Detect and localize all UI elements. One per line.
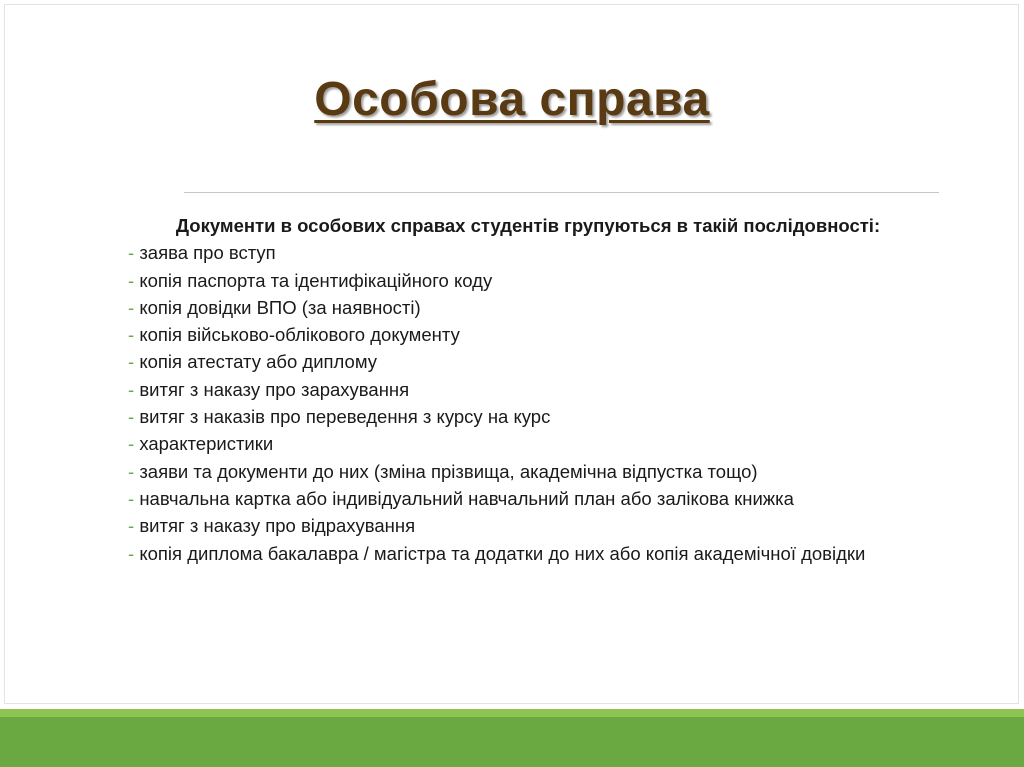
list-item-text: копія паспорта та ідентифікаційного коду xyxy=(139,269,493,291)
dash-marker: - xyxy=(128,542,135,564)
dash-marker: - xyxy=(128,242,135,264)
dash-marker: - xyxy=(128,296,135,318)
list-item-text: заява про вступ xyxy=(139,242,276,264)
list-item xyxy=(128,458,908,485)
list-item xyxy=(128,294,908,321)
footer-accent-stripe xyxy=(0,709,1024,717)
list-item xyxy=(128,485,908,512)
list-item-text: заяви та документи до них (зміна прізвища, академічна відпустка тощо) xyxy=(139,460,758,482)
list-item-text: навчальна картка або індивідуальний навчальний план або залікова книжка xyxy=(139,487,794,509)
list-item xyxy=(128,430,908,457)
slide-content xyxy=(128,212,908,567)
list-item-text: копія диплома бакалавра / магістра та додатки до них або копія академічної довідки xyxy=(139,542,866,564)
dash-marker: - xyxy=(128,269,135,291)
divider-line xyxy=(184,192,939,193)
list-item xyxy=(128,321,908,348)
dash-marker: - xyxy=(128,487,135,509)
list-item-text: характеристики xyxy=(139,433,274,455)
list-item-text: копія атестату або диплому xyxy=(139,351,378,373)
list-item xyxy=(128,512,908,539)
dash-marker: - xyxy=(128,378,135,400)
list-item-text: витяг з наказу про відрахування xyxy=(139,515,416,537)
dash-marker: - xyxy=(128,460,135,482)
slide-title: Особова справа xyxy=(314,73,710,126)
list-item xyxy=(128,239,908,266)
list-item-text: витяг з наказу про зарахування xyxy=(139,378,410,400)
dash-marker: - xyxy=(128,324,135,346)
list-item-text: витяг з наказів про переведення з курсу на курс xyxy=(139,406,551,428)
dash-marker: - xyxy=(128,433,135,455)
dash-marker: - xyxy=(128,406,135,428)
list-item xyxy=(128,348,908,375)
list-item xyxy=(128,403,908,430)
list-item-text: копія довідки ВПО (за наявності) xyxy=(139,296,421,318)
list-item xyxy=(128,267,908,294)
list-item xyxy=(128,376,908,403)
dash-marker: - xyxy=(128,515,135,537)
dash-marker: - xyxy=(128,351,135,373)
footer-bar xyxy=(0,717,1024,767)
content-heading: Документи в особових справах студентів групуються в такій послідовності: xyxy=(175,215,881,236)
document-list xyxy=(128,239,908,567)
list-item-text: копія військово-облікового документу xyxy=(139,324,460,346)
list-item xyxy=(128,540,908,567)
